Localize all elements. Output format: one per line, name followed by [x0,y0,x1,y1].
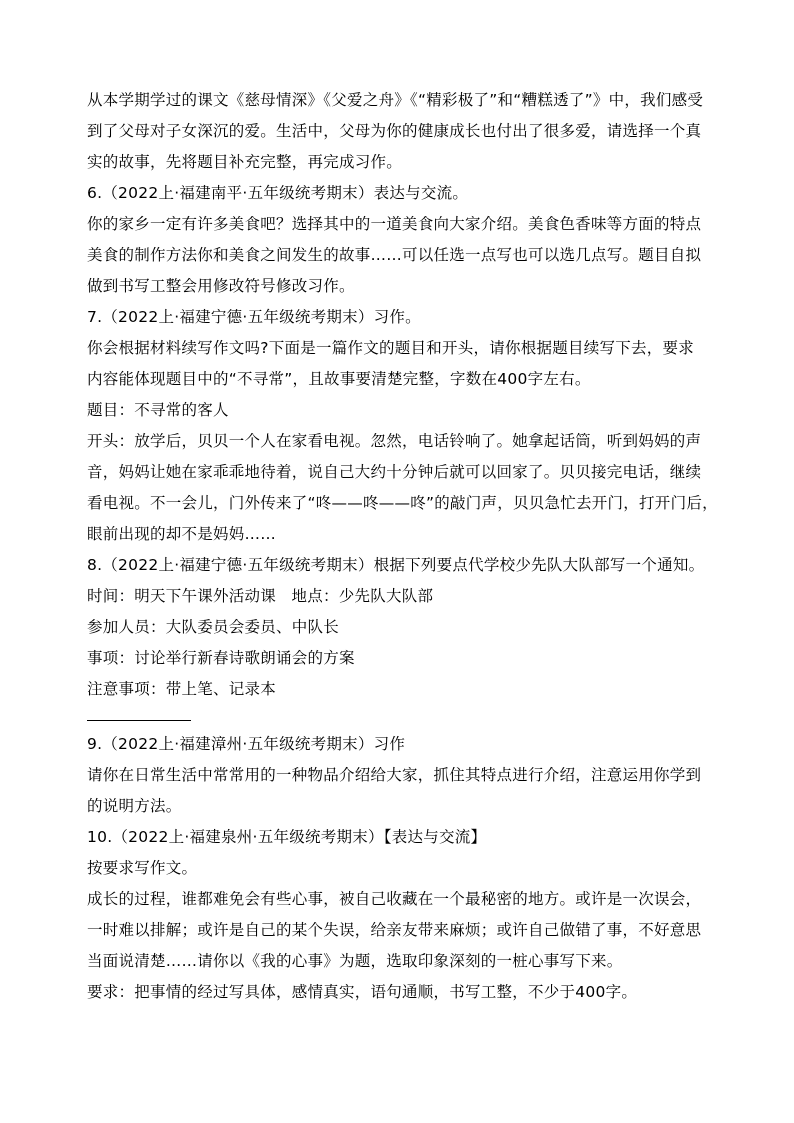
question-7-line: 你会根据材料续写作文吗?下面是一篇作文的题目和开头，请你根据题目续写下去，要求 [87,339,694,357]
question-10-line: 当面说清楚……请你以《我的心事》为题，选取印象深刻的一桩心事写下来。 [87,952,623,970]
question-7-line: 音，妈妈让她在家乖乖地待着，说自己大约十分钟后就可以回家了。贝贝接完电话，继续 [87,463,702,481]
question-7-line: 开头：放学后，贝贝一个人在家看电视。忽然，电话铃响了。她拿起话筒，听到妈妈的声 [87,432,702,450]
answer-underline [87,720,191,721]
question-6-line: 你的家乡一定有许多美食吧？选择其中的一道美食向大家介绍。美食色香味等方面的特点 [87,215,702,233]
question-6-line: 美食的制作方法你和美食之间发生的故事……可以任选一点写也可以选几点写。题目自拟 [87,246,702,264]
question-8-line: 时间：明天下午课外活动课 地点：少先队大队部 [87,587,434,605]
question-8-header: 8.（2022上·福建宁德·五年级统考期末）根据下列要点代学校少先队大队部写一个通知。 [87,556,705,574]
question-7-line: 看电视。不一会儿，门外传来了“咚——咚——咚”的敲门声，贝贝急忙去开门，打开门后， [87,494,718,512]
question-9-header: 9.（2022上·福建漳州·五年级统考期末）习作 [87,735,406,753]
question-7-header: 7.（2022上·福建宁德·五年级统考期末）习作。 [87,308,421,326]
question-10-line: 成长的过程，谁都难免会有些心事，被自己收藏在一个最秘密的地方。或许是一次误会， [87,890,702,908]
question-6-line: 做到书写工整会用修改符号修改习作。 [87,277,355,295]
question-9-line: 请你在日常生活中常常用的一种物品介绍给大家，抓住其特点进行介绍，注意运用你学到 [87,766,702,784]
question-8-line: 参加人员：大队委员会委员、中队长 [87,618,340,636]
question-8-line: 事项：讨论举行新春诗歌朗诵会的方案 [87,649,355,667]
intro-line: 实的故事，先将题目补充完整，再完成习作。 [87,153,403,171]
question-8-line: 注意事项：带上笔、记录本 [87,680,277,698]
question-7-line: 眼前出现的却不是妈妈…… [87,525,277,543]
question-10-line: 一时难以排解；或许是自己的某个失误，给亲友带来麻烦；或许自己做错了事，不好意思 [87,921,702,939]
question-10-line: 按要求写作文。 [87,859,198,877]
question-7-title: 题目：不寻常的客人 [87,401,229,419]
intro-line: 从本学期学过的课文《慈母情深》《父爱之舟》《“精彩极了”和“糟糕透了”》中，我们感受 [87,91,704,109]
document-page [87,90,717,1002]
question-7-line: 内容能体现题目中的“不寻常”，且故事要清楚完整，字数在400字左右。 [87,370,591,388]
question-10-line: 要求：把事情的经过写具体，感情真实，语句通顺，书写工整，不少于400字。 [87,983,638,1001]
question-9-line: 的说明方法。 [87,797,182,815]
question-6-header: 6.（2022上·福建南平·五年级统考期末）表达与交流。 [87,184,469,202]
intro-line: 到了父母对子女深沉的爱。生活中，父母为你的健康成长也付出了很多爱，请选择一个真 [87,122,702,140]
question-10-header: 10.（2022上·福建泉州·五年级统考期末）【表达与交流】 [87,828,487,846]
